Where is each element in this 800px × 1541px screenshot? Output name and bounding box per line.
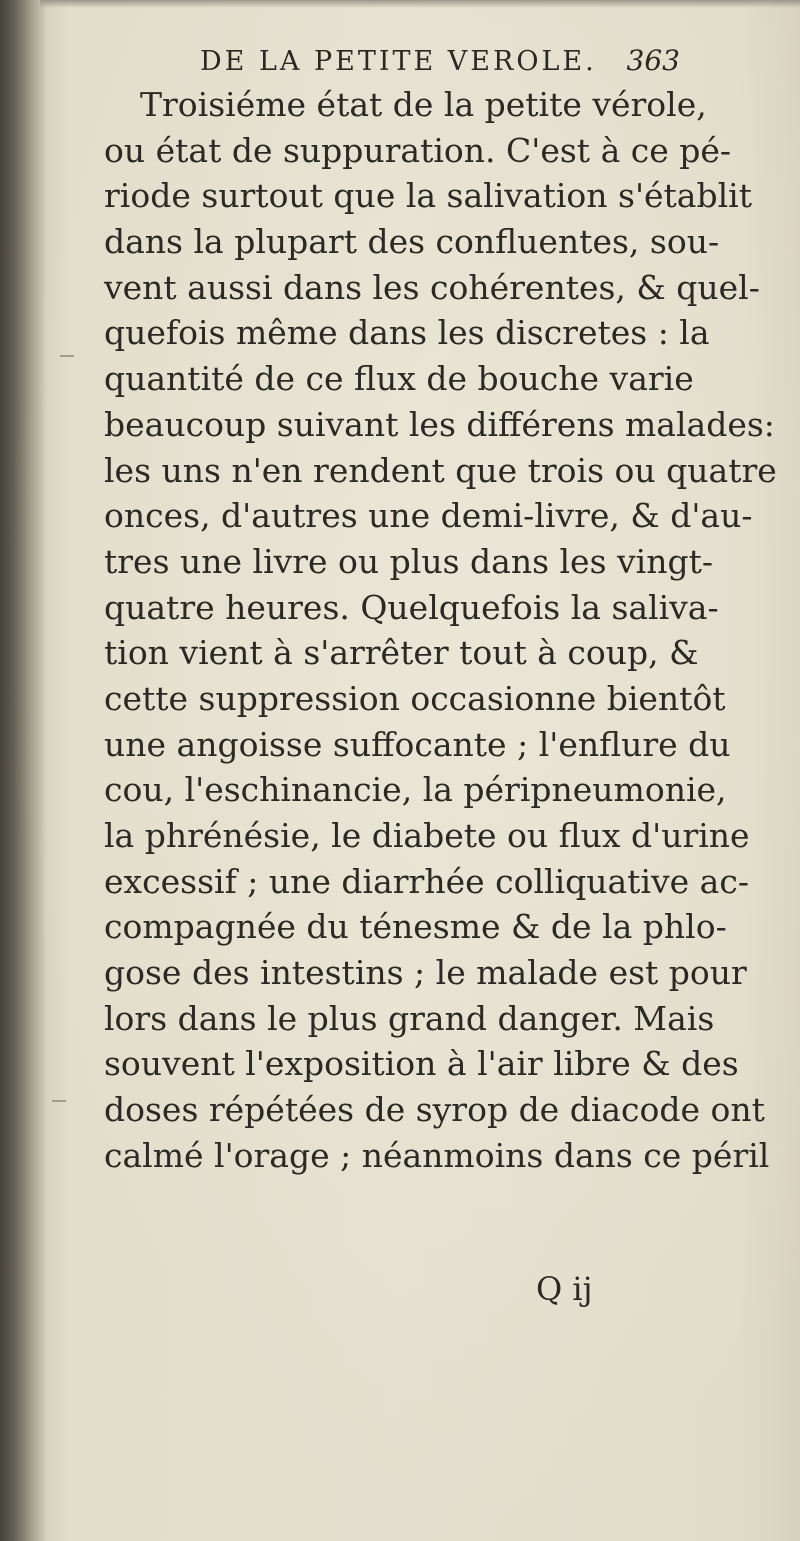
margin-mark: [52, 1100, 66, 1102]
margin-mark: [60, 355, 74, 357]
text-line: doses répétées de syrop de diacode ont: [104, 1090, 765, 1130]
text-line: Troisiéme état de la petite vérole,: [140, 85, 707, 124]
text-line: dans la plupart des confluentes, sou-: [104, 222, 720, 262]
text-line: la phrénésie, le diabete ou flux d'urine: [104, 816, 750, 855]
text-line: ou état de suppuration. C'est à ce pé-: [104, 130, 732, 170]
text-line: vent aussi dans les cohérentes, & quel-: [104, 267, 760, 307]
gutter-shadow: [0, 0, 46, 1541]
text-line: cette suppression occasionne bientôt: [104, 678, 726, 718]
text-line: riode surtout que la salivation s'établit: [104, 176, 752, 216]
text-line: les uns n'en rendent que trois ou quatre: [104, 450, 777, 490]
text-line: souvent l'exposition à l'air libre & des: [104, 1044, 739, 1084]
running-title: DE LA PETITE VEROLE.: [200, 46, 597, 77]
text-line: calmé l'orage ; néanmoins dans ce péril: [104, 1135, 770, 1175]
page-number: 363: [626, 44, 680, 77]
text-line: une angoisse suffocante ; l'enflure du: [104, 724, 731, 764]
body-text: [104, 82, 777, 1179]
text-line: onces, d'autres une demi-livre, & d'au-: [104, 496, 753, 536]
text-line: quantité de ce flux de bouche varie: [104, 359, 694, 399]
text-line: tion vient à s'arrêter tout à coup, &: [104, 633, 699, 673]
text-line: cou, l'eschinancie, la péripneumonie,: [104, 770, 727, 810]
text-line: compagnée du ténesme & de la phlo-: [104, 907, 727, 947]
text-line: gose des intestins ; le malade est pour: [104, 953, 747, 993]
text-line: tres une livre ou plus dans les vingt-: [104, 541, 714, 581]
text-line: quefois même dans les discretes : la: [104, 313, 710, 353]
catchword: Q ij: [536, 1270, 593, 1308]
text-line: quatre heures. Quelquefois la saliva-: [104, 587, 719, 627]
text-line: lors dans le plus grand danger. Mais: [104, 998, 715, 1038]
page-top-edge: [40, 0, 800, 8]
text-line: excessif ; une diarrhée colliquative ac-: [104, 861, 749, 901]
text-line: beaucoup suivant les différens malades:: [104, 404, 775, 444]
